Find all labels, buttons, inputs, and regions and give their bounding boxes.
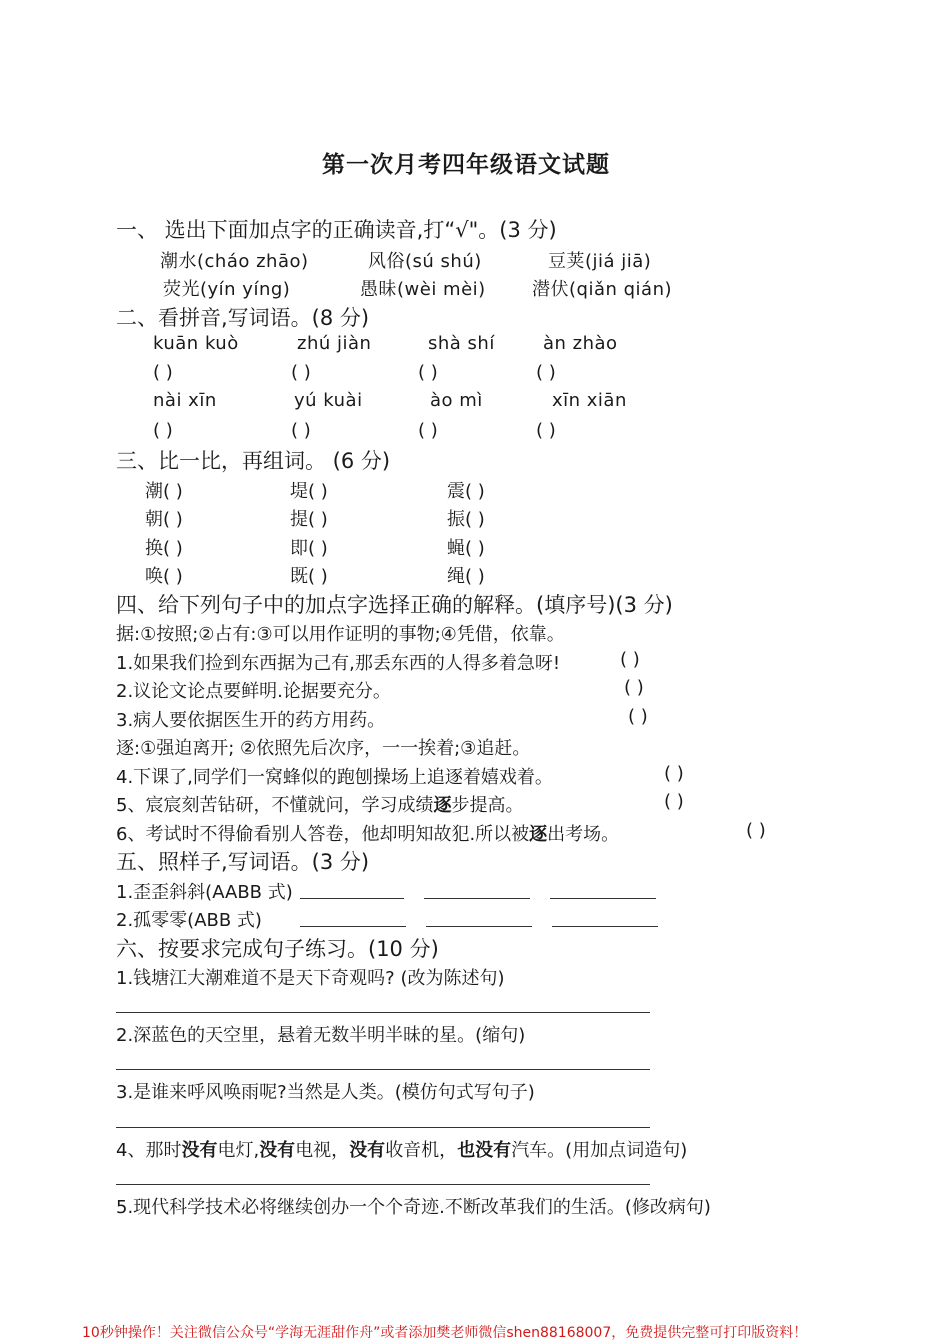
s4-question-6: [116, 820, 619, 846]
s6-question-1: 1.钱塘江大潮难道不是天下奇观吗? (改为陈述句): [116, 968, 505, 989]
section-1-heading: 一、 选出下面加点字的正确读音,打“√"。(3 分): [116, 218, 557, 242]
pinyin-7: ào mì: [430, 390, 483, 411]
answer-line[interactable]: [300, 898, 404, 899]
compare-word[interactable]: 换( ): [145, 538, 183, 559]
answer-line[interactable]: [424, 898, 530, 899]
section-6-heading: 六、按要求完成句子练习。(10 分): [116, 937, 439, 961]
s4-question-2: 2.议论文论点要鲜明.论据要充分。: [116, 681, 391, 702]
pinyin-4: àn zhào: [543, 333, 618, 354]
ju-definitions: 据:①按照;②占有:③可以用作证明的事物;④凭借，依靠。: [116, 624, 565, 645]
q6-part-a: 6、考试时不得偷看别人答卷，他却明知故犯.所以被: [116, 824, 530, 845]
compare-word[interactable]: 振( ): [447, 509, 485, 530]
answer-line[interactable]: [300, 926, 406, 927]
section-3-heading: 三、比一比，再组词。 (6 分): [116, 449, 391, 473]
answer-line[interactable]: [116, 1012, 650, 1013]
s4-question-4: 4.下课了,同学们一窝蜂似的跑刨操场上追逐着嬉戏着。: [116, 767, 553, 788]
s4-answer-4[interactable]: ( ): [664, 763, 684, 784]
pinyin-3: shà shí: [428, 333, 495, 354]
s1-item-1: 潮水(cháo zhāo): [160, 251, 309, 272]
s4-answer-2[interactable]: ( ): [624, 677, 644, 698]
q4-part: 4、那时: [116, 1140, 182, 1161]
compare-word[interactable]: 绳( ): [447, 566, 485, 587]
answer-paren-3[interactable]: ( ): [418, 362, 438, 383]
q4-part: 汽车。(用加点词造句): [511, 1140, 688, 1161]
q4-bold: 也没有: [457, 1140, 512, 1161]
compare-word[interactable]: 唤( ): [145, 566, 183, 587]
compare-word[interactable]: 堤( ): [290, 481, 328, 502]
pinyin-2: zhú jiàn: [297, 333, 372, 354]
footer-promo: 10秒钟操作！关注微信公众号“学海无涯甜作舟”或者添加樊老师微信shen88168007，免费提供完整可打印版资料！: [82, 1325, 808, 1341]
s5-item-1: 1.歪歪斜斜(AABB 式): [116, 882, 293, 903]
s1-item-5: 愚昧(wèi mèi): [360, 279, 486, 300]
compare-word[interactable]: 震( ): [447, 481, 485, 502]
answer-line[interactable]: [426, 926, 532, 927]
answer-paren-1[interactable]: ( ): [153, 362, 173, 383]
compare-word[interactable]: 提( ): [290, 509, 328, 530]
q4-bold: 没有: [349, 1140, 386, 1161]
q4-part: 电灯,: [217, 1140, 260, 1161]
compare-word[interactable]: 蝇( ): [447, 538, 485, 559]
q4-part: 收音机，: [385, 1140, 458, 1161]
q6-part-c: 出考场。: [547, 824, 620, 845]
compare-word[interactable]: 即( ): [290, 538, 328, 559]
pinyin-6: yú kuài: [294, 390, 363, 411]
s4-answer-1[interactable]: ( ): [620, 649, 640, 670]
pinyin-8: xīn xiān: [552, 390, 627, 411]
s6-question-2: 2.深蓝色的天空里，悬着无数半明半昧的星。(缩句): [116, 1025, 526, 1046]
answer-paren-5[interactable]: ( ): [153, 420, 173, 441]
s6-question-3: 3.是谁来呼风唤雨呢?当然是人类。(模仿句式写句子): [116, 1082, 535, 1103]
s4-answer-3[interactable]: ( ): [628, 706, 648, 727]
answer-paren-6[interactable]: ( ): [291, 420, 311, 441]
section-4-heading: 四、给下列句子中的加点字选择正确的解释。(填序号)(3 分): [116, 593, 673, 617]
section-2-heading: 二、看拼音,写词语。(8 分): [116, 306, 370, 330]
s6-question-5: 5.现代科学技术必将继续创办一个个奇迹.不断改革我们的生活。(修改病句): [116, 1197, 711, 1218]
compare-word[interactable]: 朝( ): [145, 509, 183, 530]
q5-part-a: 5、宸宸刻苦钻研，不懂就问，学习成绩: [116, 795, 434, 816]
answer-line[interactable]: [552, 926, 658, 927]
s5-item-2: 2.孤零零(ABB 式): [116, 910, 262, 931]
section-5-heading: 五、照样子,写词语。(3 分): [116, 850, 370, 874]
answer-paren-2[interactable]: ( ): [291, 362, 311, 383]
q4-bold: 没有: [259, 1140, 296, 1161]
s1-item-3: 豆荚(jiá jiā): [548, 251, 652, 272]
q6-bold-char: 逐: [529, 824, 548, 845]
answer-line[interactable]: [116, 1069, 650, 1070]
s4-answer-6[interactable]: ( ): [746, 820, 766, 841]
q4-bold: 没有: [181, 1140, 218, 1161]
s4-question-1: 1.如果我们捡到东西据为己有,那丢东西的人得多着急呀!: [116, 653, 561, 674]
s1-item-4: 荧光(yín yíng): [163, 279, 291, 300]
s1-item-2: 风俗(sú shú): [368, 251, 482, 272]
s4-answer-5[interactable]: ( ): [664, 791, 684, 812]
q5-bold-char: 逐: [433, 795, 452, 816]
answer-line[interactable]: [550, 898, 656, 899]
compare-word[interactable]: 潮( ): [145, 481, 183, 502]
answer-line[interactable]: [116, 1184, 650, 1185]
pinyin-5: nài xīn: [153, 390, 217, 411]
page-title: 第一次月考四年级语文试题: [322, 152, 610, 178]
answer-paren-7[interactable]: ( ): [418, 420, 438, 441]
answer-line[interactable]: [116, 1127, 650, 1128]
pinyin-1: kuān kuò: [153, 333, 239, 354]
q5-part-c: 步提高。: [451, 795, 524, 816]
s4-question-3: 3.病人要依据医生开的药方用药。: [116, 710, 386, 731]
s6-question-4: [116, 1136, 687, 1162]
s1-item-6: 潜伏(qiǎn qián): [532, 279, 672, 300]
answer-paren-8[interactable]: ( ): [536, 420, 556, 441]
answer-paren-4[interactable]: ( ): [536, 362, 556, 383]
zhu-definitions: 逐:①强迫离开; ②依照先后次序，一一挨着;③追赶。: [116, 738, 531, 759]
compare-word[interactable]: 既( ): [290, 566, 328, 587]
s4-question-5: [116, 791, 523, 817]
q4-part: 电视，: [295, 1140, 350, 1161]
